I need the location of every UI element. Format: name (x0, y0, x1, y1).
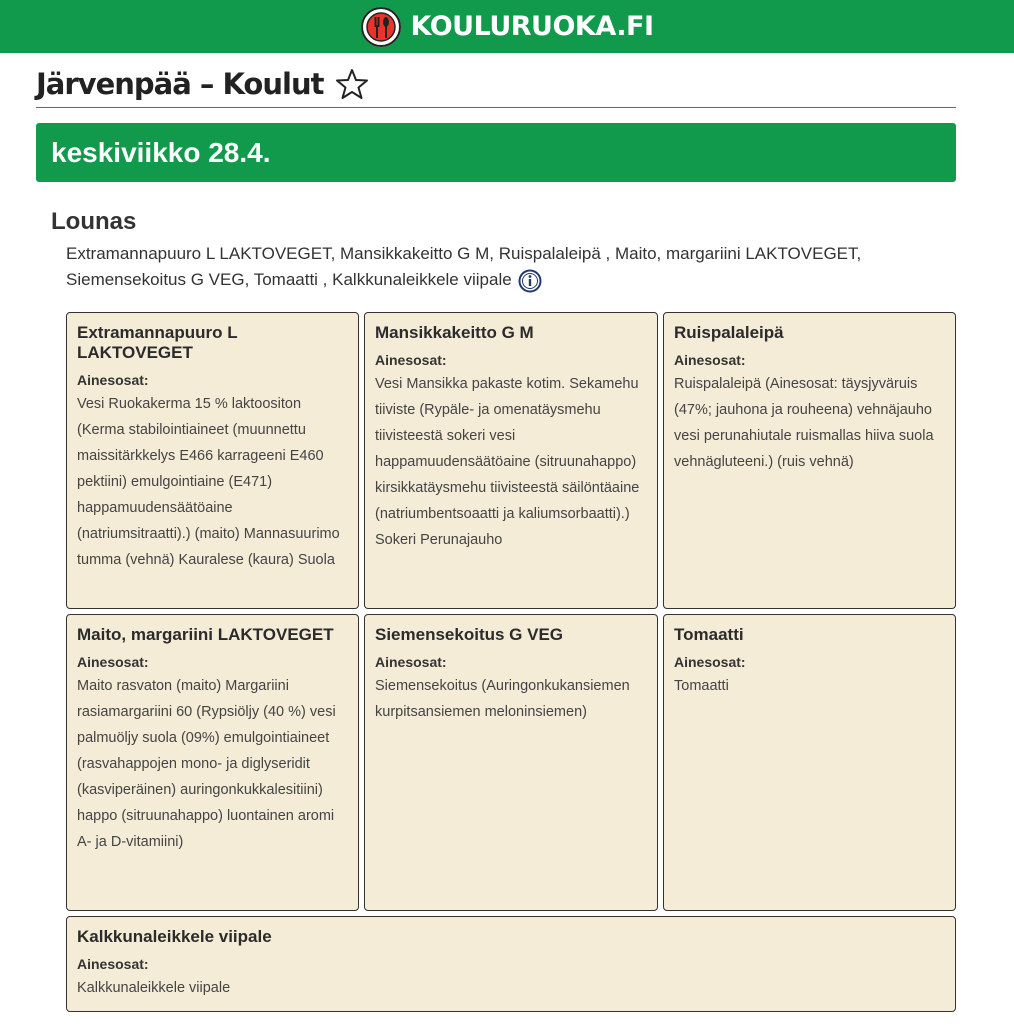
ingredients-text: Maito rasvaton (maito) Margariini rasiamargariini 60 (Rypsiöljy (40 %) vesi palmuöljy suola (09%) emulgointiaineet (rasvahappojen mono- ja diglyseridit (kasviperäinen) auringonkukkalesitiini) happo (sitruunahappo) luontainen aromi A- ja D-vitamiini) (77, 678, 336, 850)
food-card (66, 916, 956, 1012)
meal-heading: Lounas (51, 208, 137, 235)
ingredients-label: Ainesosat: (375, 654, 447, 670)
ingredients-label: Ainesosat: (674, 654, 746, 670)
ingredients-label: Ainesosat: (77, 372, 149, 388)
star-outline-icon[interactable] (335, 67, 369, 101)
day-title: keskiviikko 28.4. (51, 136, 271, 168)
page-title: Järvenpää – Koulut (36, 66, 324, 101)
food-card (663, 312, 956, 609)
page-title-row (36, 60, 956, 108)
ingredients-label: Ainesosat: (77, 654, 149, 670)
site-logo-link[interactable] (361, 7, 654, 47)
food-card-title: Kalkkunaleikkele viipale (77, 927, 272, 946)
food-card-title: Tomaatti (674, 625, 744, 644)
site-logo-text: KOULURUOKA.FI (410, 11, 654, 42)
day-header (36, 123, 956, 182)
ingredients-label: Ainesosat: (77, 956, 149, 972)
food-card (66, 614, 359, 911)
ingredients-label: Ainesosat: (674, 352, 746, 368)
food-card (364, 312, 658, 609)
ingredients-text: Tomaatti (674, 678, 729, 694)
ingredients-label: Ainesosat: (375, 352, 447, 368)
food-card (663, 614, 956, 911)
food-card (66, 312, 359, 609)
info-icon[interactable] (518, 269, 542, 293)
food-card-title: Siemensekoitus G VEG (375, 625, 564, 644)
food-card-title: Mansikkakeitto G M (375, 323, 534, 342)
site-header (0, 0, 1014, 53)
ingredients-text: Siemensekoitus (Auringonkukansiemen kurpitsansiemen meloninsiemen) (375, 678, 630, 720)
ingredients-text: Ruispalaleipä (Ainesosat: täysjyväruis (47%; jauhona ja rouheena) vehnäjauho vesi perunahiutale ruismallas hiiva suola vehnägluteeni.) (ruis vehnä) (674, 376, 934, 470)
meal-summary (66, 241, 946, 293)
cutlery-logo-icon (361, 7, 401, 47)
meal-summary-text: Extramannapuuro L LAKTOVEGET, Mansikkakeitto G M, Ruispalaleipä , Maito, margariini LAKTOVEGET, Siemensekoitus G VEG, Tomaatti , Kalkkunaleikkele viipale (66, 244, 862, 289)
food-card-title: Ruispalaleipä (674, 323, 784, 342)
food-card-title: Extramannapuuro L LAKTOVEGET (77, 323, 238, 362)
food-card-title: Maito, margariini LAKTOVEGET (77, 625, 334, 644)
ingredients-text: Kalkkunaleikkele viipale (77, 980, 231, 996)
food-card (364, 614, 658, 911)
ingredients-text: Vesi Ruokakerma 15 % laktoositon (Kerma stabilointiaineet (muunnettu maissitärkkelys E466 karrageeni E460 pektiini) emulgointiaine (E471) happamuudensäätöaine (natriumsitraatti).) (maito) Mannasuurimo tumma (vehnä) Kauralese (kaura) Suola (77, 396, 340, 568)
ingredients-text: Vesi Mansikka pakaste kotim. Sekamehu tiiviste (Rypäle- ja omenatäysmehu tiivisteestä sokeri vesi happamuudensäätöaine (sitruunahappo) kirsikkatäysmehu tiivisteestä säilöntäaine (natriumbentsoaatti ja kaliumsorbaatti).) Sokeri Perunajauho (375, 376, 640, 548)
